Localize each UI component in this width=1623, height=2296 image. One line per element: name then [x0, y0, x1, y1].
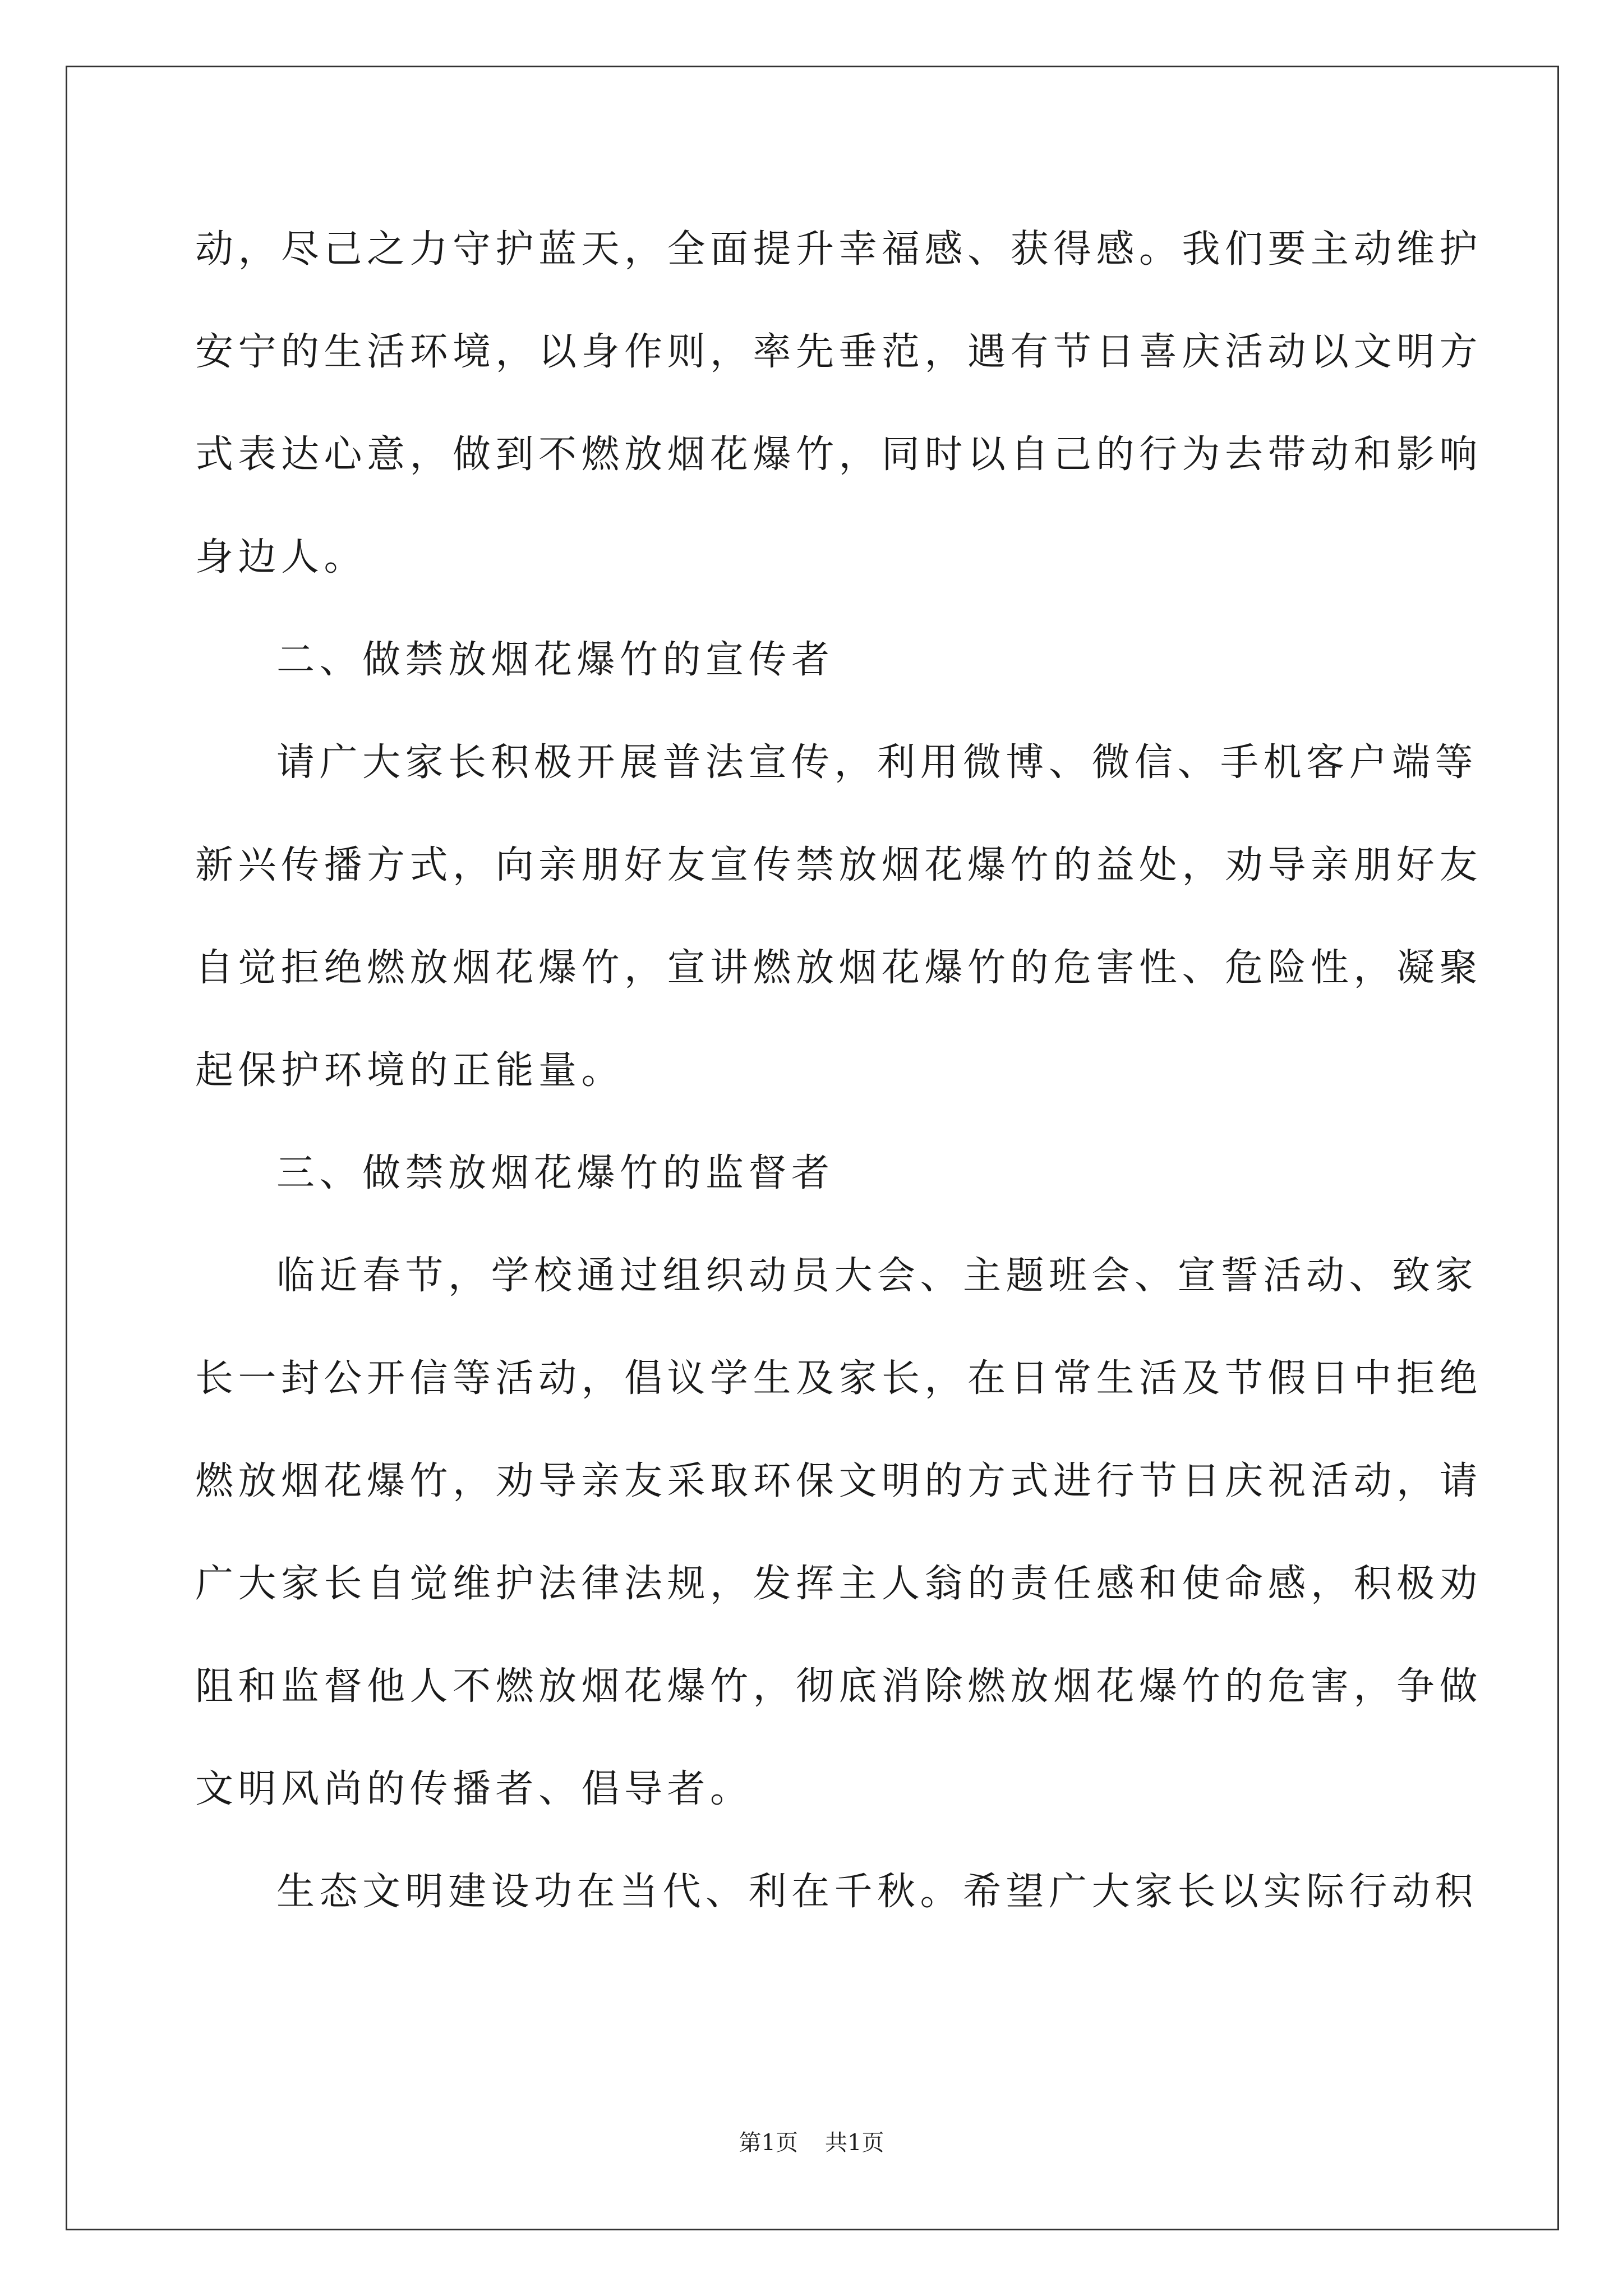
body-line: 生态文明建设功在当代、利在千秋。希望广大家长以实际行动积 [276, 1870, 1478, 1914]
section-heading: 二、做禁放烟花爆竹的宣传者 [276, 638, 834, 682]
body-line: 新兴传播方式，向亲朋好友宣传禁放烟花爆竹的益处，劝导亲朋好友 [195, 843, 1483, 887]
body-line: 自觉拒绝燃放烟花爆竹，宣讲燃放烟花爆竹的危害性、危险性，凝聚 [195, 946, 1483, 990]
body-line: 长一封公开信等活动，倡议学生及家长，在日常生活及节假日中拒绝 [195, 1356, 1483, 1401]
body-line: 请广大家长积极开展普法宣传，利用微博、微信、手机客户端等 [276, 740, 1478, 785]
body-line: 燃放烟花爆竹，劝导亲友采取环保文明的方式进行节日庆祝活动，请 [195, 1459, 1483, 1503]
body-line: 广大家长自觉维护法律法规，发挥主人翁的责任感和使命感，积极劝 [195, 1562, 1483, 1606]
page-total: 共1页 [825, 2130, 884, 2156]
body-line: 文明风尚的传播者、倡导者。 [195, 1767, 753, 1811]
body-line: 安宁的生活环境，以身作则，率先垂范，遇有节日喜庆活动以文明方 [195, 330, 1483, 374]
page-footer [0, 2127, 1623, 2159]
body-line: 式表达心意，做到不燃放烟花爆竹，同时以自己的行为去带动和影响 [195, 432, 1483, 477]
body-line: 起保护环境的正能量。 [195, 1048, 625, 1093]
body-line: 身边人。 [195, 535, 367, 579]
body-line: 动，尽己之力守护蓝天，全面提升幸福感、获得感。我们要主动维护 [195, 227, 1483, 272]
page-number: 第1页 [739, 2130, 798, 2156]
body-line: 阻和监督他人不燃放烟花爆竹，彻底消除燃放烟花爆竹的危害，争做 [195, 1664, 1483, 1709]
body-line: 临近春节，学校通过组织动员大会、主题班会、宣誓活动、致家 [276, 1254, 1478, 1298]
section-heading: 三、做禁放烟花爆竹的监督者 [276, 1151, 834, 1195]
